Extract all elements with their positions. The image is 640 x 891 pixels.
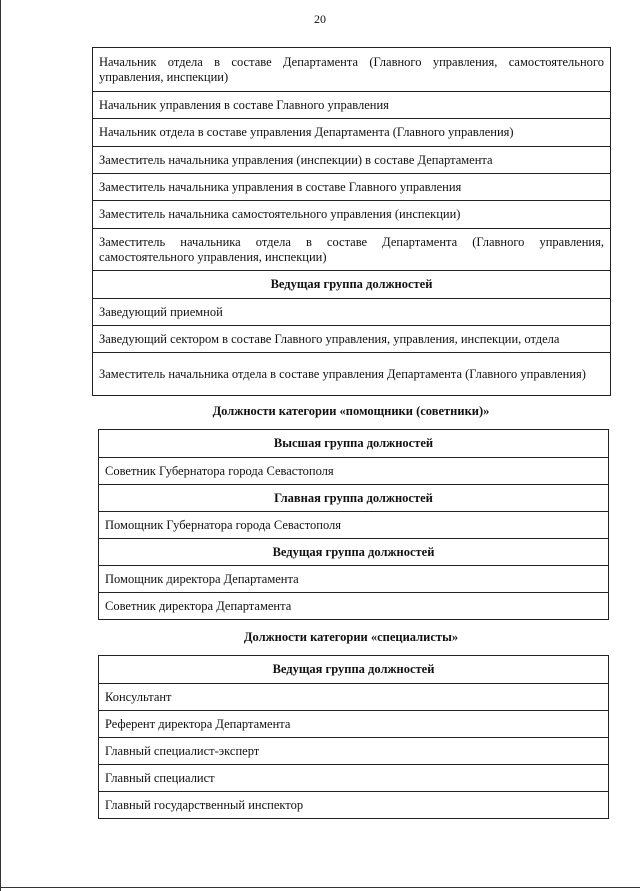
- table-row: [93, 229, 611, 271]
- position-cell: Заведующий приемной: [93, 299, 611, 326]
- position-cell: Главный специалист: [99, 765, 609, 792]
- table-row: [93, 48, 611, 92]
- group-header-row: [99, 656, 609, 684]
- position-cell: Начальник отдела в составе управления Департамента (Главного управления): [93, 119, 611, 147]
- position-cell: Консультант: [99, 684, 609, 711]
- specialists-table: [98, 655, 609, 819]
- group-heading: Ведущая группа должностей: [99, 539, 609, 566]
- scan-edge-bottom: [0, 887, 640, 888]
- position-cell: Главный государственный инспектор: [99, 792, 609, 819]
- position-cell: Заведующий сектором в составе Главного управления, управления, инспекции, отдела: [93, 326, 611, 353]
- section-title-assistants: Должности категории «помощники (советники)»: [212, 404, 490, 418]
- table-row: [93, 299, 611, 326]
- scan-edge-left: [0, 0, 1, 891]
- position-cell: Начальник управления в составе Главного управления: [93, 92, 611, 119]
- section-title-specialists: Должности категории «специалисты»: [243, 630, 459, 644]
- table-row: [93, 92, 611, 119]
- positions-table-continued: [92, 47, 611, 396]
- table-row: [99, 684, 609, 711]
- group-header-row: [99, 430, 609, 458]
- table-row: [99, 792, 609, 819]
- position-cell: Советник директора Департамента: [99, 593, 609, 620]
- table-row: [93, 147, 611, 174]
- table-row: [93, 119, 611, 147]
- position-cell: Помощник директора Департамента: [99, 566, 609, 593]
- group-heading: Высшая группа должностей: [99, 430, 609, 458]
- table-row: [93, 201, 611, 229]
- position-cell: Помощник Губернатора города Севастополя: [99, 512, 609, 539]
- table-row: [99, 512, 609, 539]
- position-cell: Заместитель начальника управления в составе Главного управления: [93, 174, 611, 201]
- position-cell: Заместитель начальника отдела в составе управления Департамента (Главного управления): [93, 353, 611, 396]
- position-cell: Заместитель начальника самостоятельного управления (инспекции): [93, 201, 611, 229]
- position-cell: Начальник отдела в составе Департамента (Главного управления, самостоятельного управления, инспекции): [93, 48, 611, 92]
- group-heading: Ведущая группа должностей: [93, 271, 611, 299]
- table-row: [99, 566, 609, 593]
- group-heading: Ведущая группа должностей: [99, 656, 609, 684]
- table-row: [93, 353, 611, 396]
- position-cell: Советник Губернатора города Севастополя: [99, 458, 609, 485]
- assistants-table: [98, 429, 609, 620]
- table-row: [99, 765, 609, 792]
- group-header-row: [93, 271, 611, 299]
- group-heading: Главная группа должностей: [99, 485, 609, 512]
- position-cell: Заместитель начальника отдела в составе Департамента (Главного управления, самостоятельного управления, инспекции): [93, 229, 611, 271]
- table-row: [93, 174, 611, 201]
- position-cell: Главный специалист-эксперт: [99, 738, 609, 765]
- group-header-row: [99, 539, 609, 566]
- table-row: [93, 326, 611, 353]
- table-row: [99, 593, 609, 620]
- table-row: [99, 711, 609, 738]
- group-header-row: [99, 485, 609, 512]
- position-cell: Референт директора Департамента: [99, 711, 609, 738]
- table-row: [99, 458, 609, 485]
- table-row: [99, 738, 609, 765]
- position-cell: Заместитель начальника управления (инспекции) в составе Департамента: [93, 147, 611, 174]
- page-number: 20: [314, 12, 326, 26]
